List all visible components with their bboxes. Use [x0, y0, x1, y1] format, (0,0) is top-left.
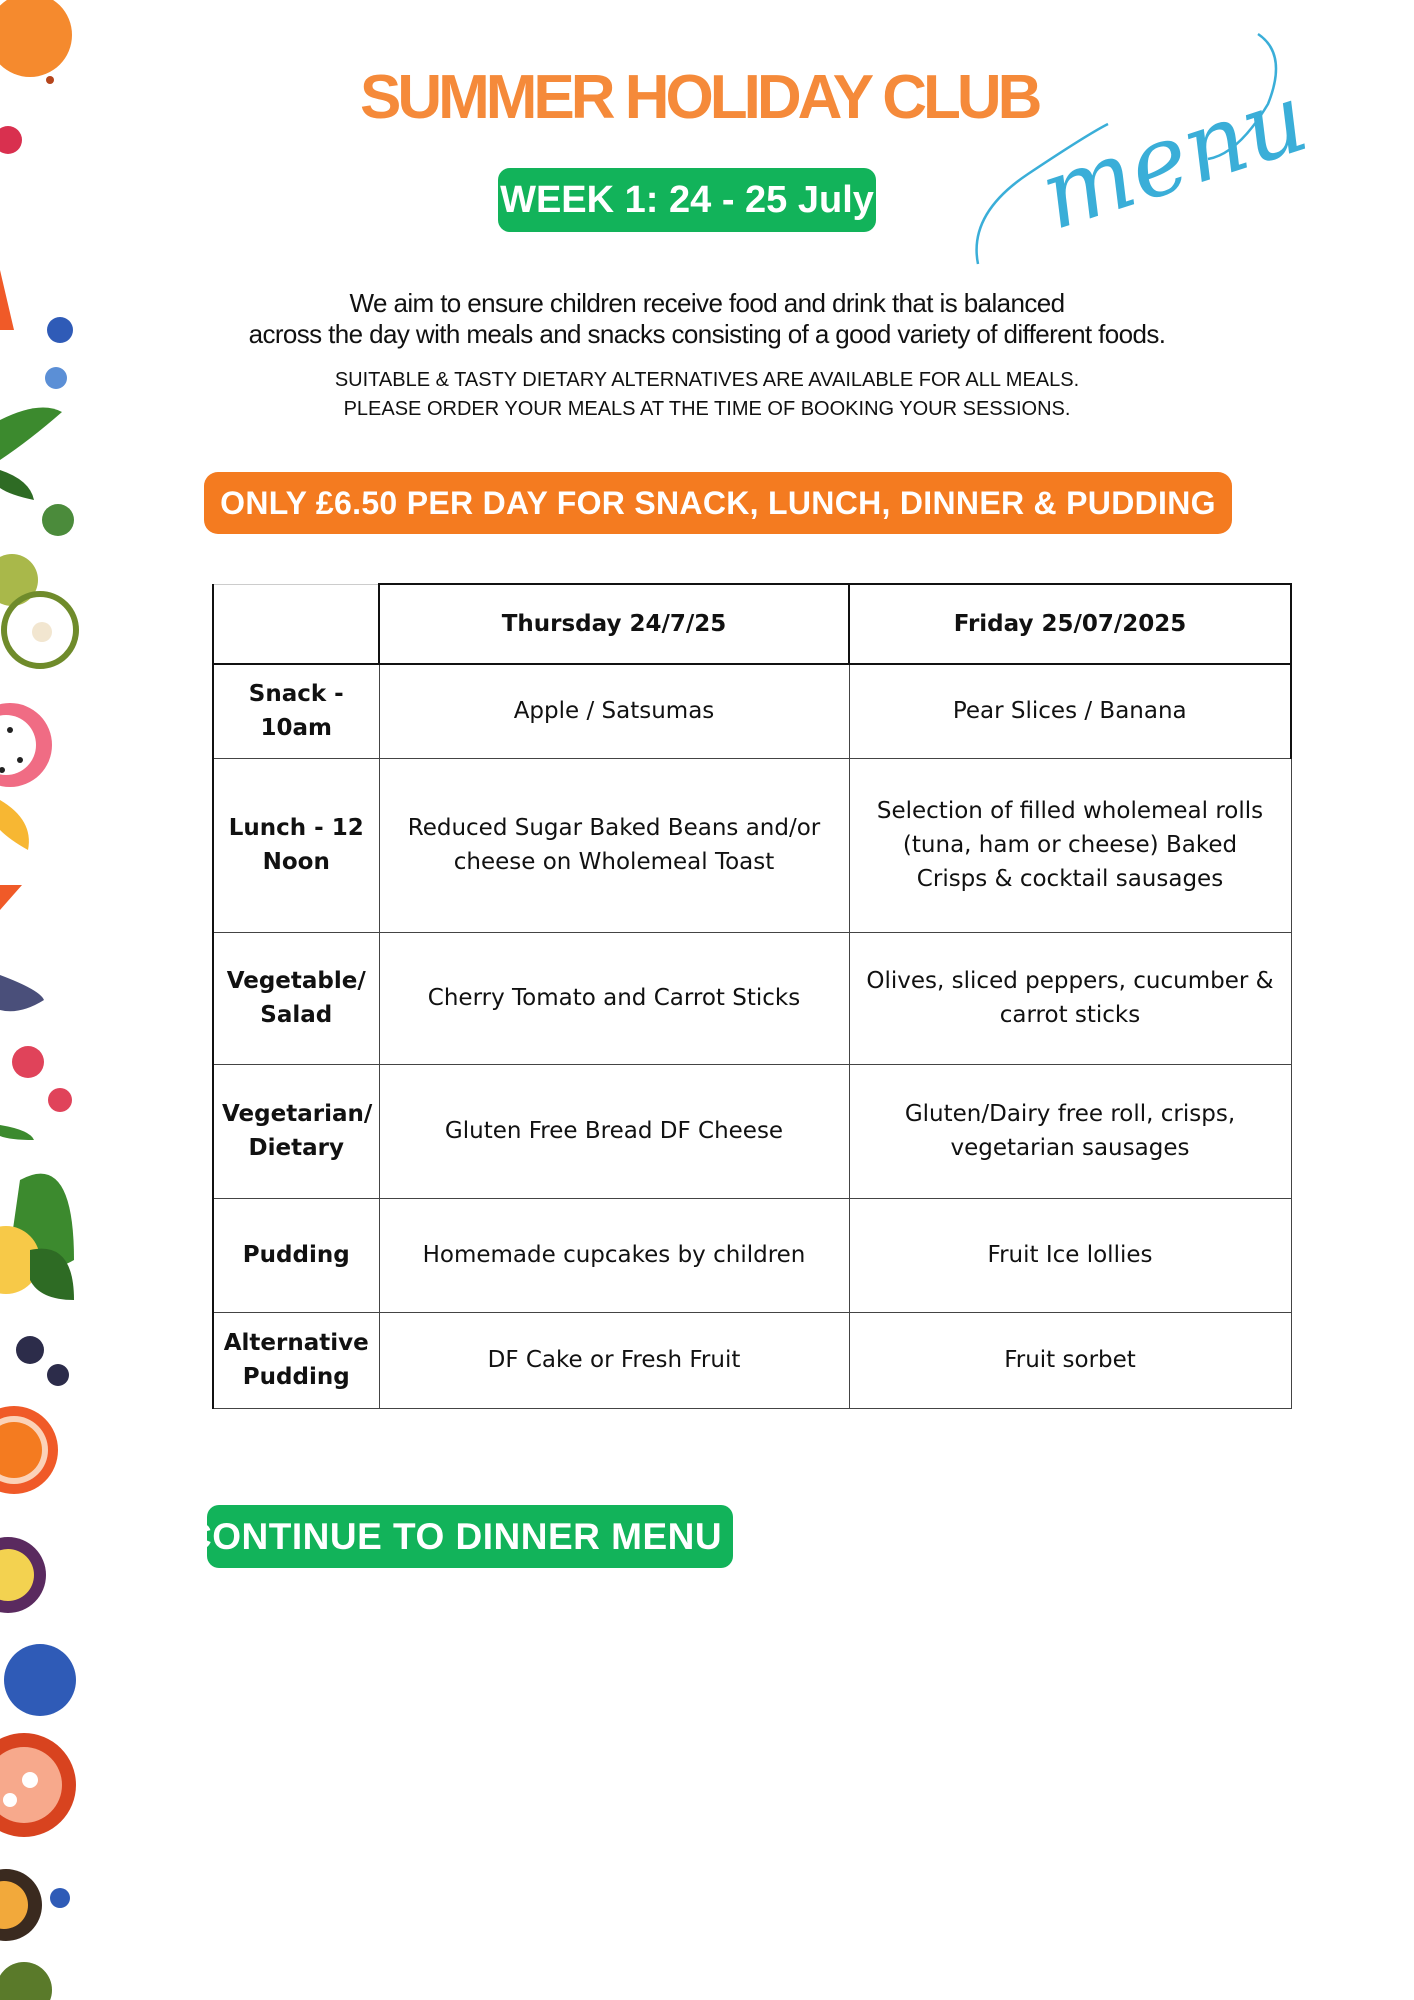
thursday-cell: Apple / Satsumas — [379, 664, 849, 758]
row-label: Alternative Pudding — [213, 1312, 379, 1408]
thursday-cell: Gluten Free Bread DF Cheese — [379, 1064, 849, 1198]
column-header-friday: Friday 25/07/2025 — [849, 584, 1291, 664]
table-row-alternative-pudding — [213, 1312, 1291, 1408]
dietary-notice — [180, 366, 1234, 424]
notice-line-1: SUITABLE & TASTY DIETARY ALTERNATIVES ARE AVAILABLE FOR ALL MEALS. — [334, 369, 1080, 391]
friday-cell: Olives, sliced peppers, cucumber & carrot sticks — [849, 932, 1291, 1064]
row-label: Pudding — [213, 1198, 379, 1312]
table-row-vegetarian — [213, 1064, 1291, 1198]
row-label: Lunch - 12 Noon — [213, 758, 379, 932]
continue-to-dinner-menu-button[interactable]: CONTINUE TO DINNER MENU > — [207, 1505, 733, 1568]
row-label: Vegetable/ Salad — [213, 932, 379, 1064]
table-corner-cell — [213, 584, 379, 664]
week-badge: WEEK 1: 24 - 25 July — [498, 168, 876, 232]
page-title: SUMMER HOLIDAY CLUB — [360, 63, 1039, 132]
notice-line-2: PLEASE ORDER YOUR MEALS AT THE TIME OF BOOKING YOUR SESSIONS. — [343, 398, 1071, 420]
intro-line-1: We aim to ensure children receive food and drink that is balanced — [349, 288, 1065, 318]
row-label: Snack - 10am — [213, 664, 379, 758]
table-row-vegetable — [213, 932, 1291, 1064]
thursday-cell: Cherry Tomato and Carrot Sticks — [379, 932, 849, 1064]
menu-table — [212, 583, 1292, 1409]
table-header-row — [213, 584, 1291, 664]
fruit-border-decoration — [0, 0, 74, 2000]
table-row-pudding — [213, 1198, 1291, 1312]
friday-cell: Selection of filled wholemeal rolls (tuna, ham or cheese) Baked Crisps & cocktail sausages — [849, 758, 1291, 932]
table-row-snack — [213, 664, 1291, 758]
row-label: Vegetarian/ Dietary — [213, 1064, 379, 1198]
thursday-cell: DF Cake or Fresh Fruit — [379, 1312, 849, 1408]
friday-cell: Fruit sorbet — [849, 1312, 1291, 1408]
intro-line-2: across the day with meals and snacks consisting of a good variety of different foods. — [248, 319, 1166, 349]
fruit-illustrations-icon — [0, 0, 74, 2000]
menu-script-decoration — [968, 14, 1321, 284]
column-header-thursday: Thursday 24/7/25 — [379, 584, 849, 664]
thursday-cell: Homemade cupcakes by children — [379, 1198, 849, 1312]
table-row-lunch — [213, 758, 1291, 932]
friday-cell: Fruit Ice lollies — [849, 1198, 1291, 1312]
friday-cell: Gluten/Dairy free roll, crisps, vegetarian sausages — [849, 1064, 1291, 1198]
friday-cell: Pear Slices / Banana — [849, 664, 1291, 758]
intro-text — [180, 288, 1234, 350]
price-banner: ONLY £6.50 PER DAY FOR SNACK, LUNCH, DINNER & PUDDING — [204, 472, 1232, 534]
thursday-cell: Reduced Sugar Baked Beans and/or cheese on Wholemeal Toast — [379, 758, 849, 932]
menu-script-text: menu — [1027, 61, 1321, 252]
